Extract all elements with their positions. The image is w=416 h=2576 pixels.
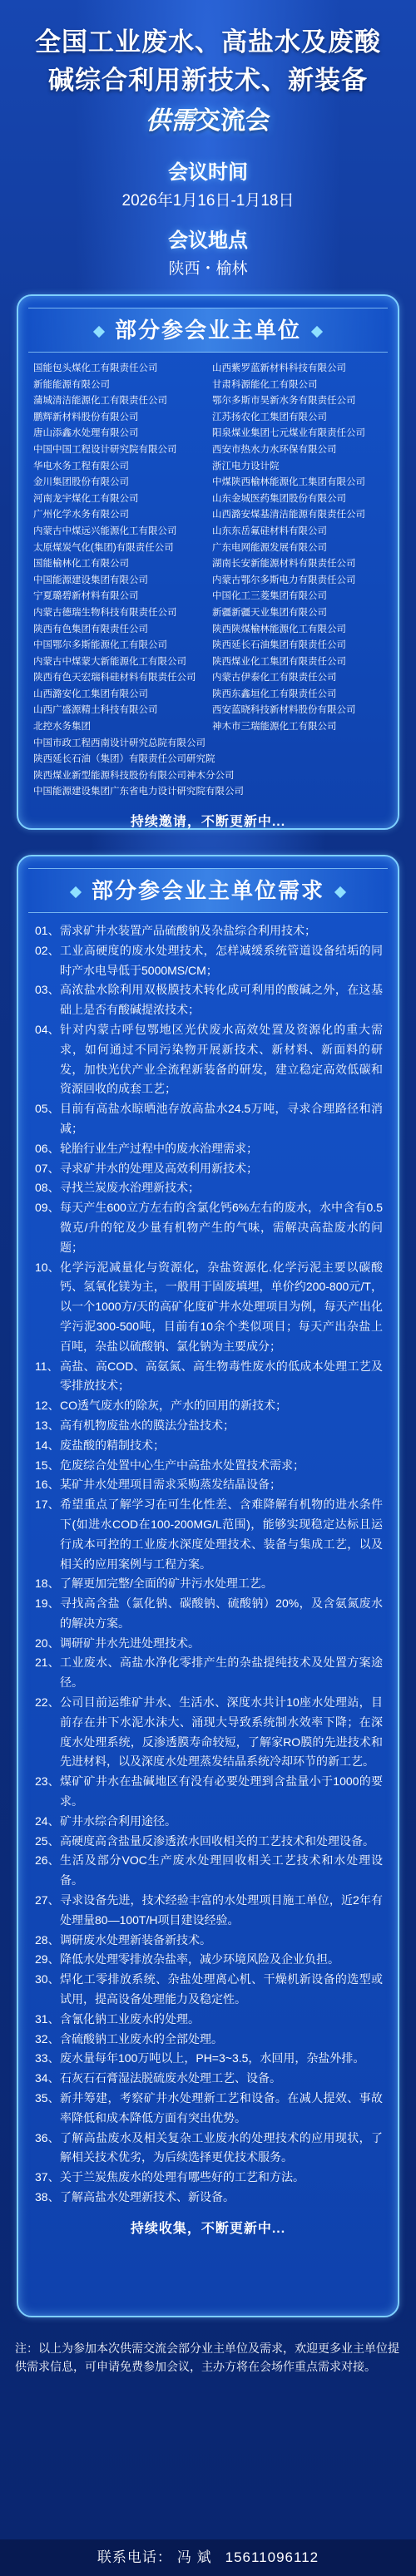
need-number: 28、 bbox=[35, 1932, 60, 1947]
unit-name: 金川集团股份有限公司 bbox=[33, 477, 129, 488]
unit-name: 甘肃科源能化工有限公司 bbox=[212, 379, 318, 390]
unit-name: 唐山添鑫水处理有限公司 bbox=[33, 428, 139, 439]
need-text: 关于兰炭焦废水的处理有哪些好的工艺和方法。 bbox=[60, 2170, 305, 2184]
need-item bbox=[35, 1851, 383, 1891]
need-item bbox=[35, 2129, 383, 2169]
need-item bbox=[35, 1475, 383, 1495]
need-number: 25、 bbox=[35, 1833, 60, 1848]
need-number: 32、 bbox=[35, 2031, 60, 2046]
unit-name: 新能能源有限公司 bbox=[33, 379, 110, 390]
unit-name: 神木市三瑞能源化工有限公司 bbox=[212, 722, 337, 733]
needs-note: 持续收集，不断更新中... bbox=[130, 2221, 286, 2236]
need-number: 21、 bbox=[35, 1656, 60, 1670]
need-text: 高盐、高COD、高氨氮、高生物毒性废水的低成本处理工艺及零排放技术； bbox=[60, 1359, 383, 1393]
need-text: 寻求设备先进，技术经验丰富的水处理项目施工单位，近2年有处理量80—100T/H项目建设经验。 bbox=[60, 1893, 383, 1927]
unit-name: 华电水务工程有限公司 bbox=[33, 461, 129, 471]
need-number: 08、 bbox=[35, 1181, 60, 1195]
need-text: 调研矿井水先进处理技术。 bbox=[60, 1636, 200, 1650]
need-number: 20、 bbox=[35, 1636, 60, 1650]
unit-name: 北控水务集团 bbox=[33, 722, 91, 733]
need-number: 31、 bbox=[35, 2011, 60, 2026]
need-text: 了解高盐水处理新技术、新设备。 bbox=[60, 2190, 235, 2203]
time-value: 2026年1月16日-1月18日 bbox=[121, 192, 295, 210]
unit-name: 浙江电力设计院 bbox=[212, 461, 280, 471]
need-number: 18、 bbox=[35, 1577, 60, 1591]
need-text: 寻找高含盐（氯化钠、碳酸钠、硫酸钠）20%，及含氨氮废水的解决方案。 bbox=[60, 1596, 383, 1630]
need-number: 13、 bbox=[35, 1418, 60, 1432]
need-number: 12、 bbox=[35, 1399, 60, 1413]
need-text: 针对内蒙古呼包鄂地区光伏废水高效处置及资源化的重大需求，如何通过不同污染物开展新技术、新材料、新面料的研发，加快光伏产业全流程新装备的研发，建立稳定高效低碳和资源回收的成套工艺； bbox=[60, 1022, 383, 1096]
needs-panel bbox=[17, 855, 399, 2317]
need-text: 石灰石石膏湿法脱硫废水处理工艺、设备。 bbox=[60, 2071, 281, 2085]
unit-name: 内蒙古鄂尔多斯电力有限责任公司 bbox=[212, 575, 356, 585]
need-text: 危废综合处置中心生产中高盐水处置技术需求； bbox=[60, 1458, 305, 1472]
need-text: 了解高盐废水及相关复杂工业废水的处理技术的应用现状，了解相关技术优劣，为后续选择更优技术服务。 bbox=[60, 2130, 383, 2164]
need-text: 高浓盐水除利用双极膜技术转化成可利用的酸碱之外，在这基础上是否有酸碱提浓技术； bbox=[60, 983, 383, 1017]
unit-name: 广州化学水务有限公司 bbox=[33, 510, 129, 521]
need-text: 废盐酸的精制技术； bbox=[60, 1438, 165, 1452]
unit-name: 山西潞安煤基清洁能源有限责任公司 bbox=[212, 510, 365, 521]
unit-name: 西安市热水力水环保有限公司 bbox=[212, 444, 337, 455]
need-text: 生活及部分VOC生产废水处理回收相关工艺技术和水处理设备。 bbox=[60, 1853, 383, 1888]
unit-name: 中国能源建设集团有限公司 bbox=[33, 575, 148, 585]
need-number: 02、 bbox=[35, 943, 60, 957]
need-item bbox=[35, 1258, 383, 1357]
need-item bbox=[35, 1812, 383, 1832]
unit-name: 陕西陕煤榆林能源化工有限公司 bbox=[212, 624, 346, 634]
need-item bbox=[35, 980, 383, 1020]
contact-name: 冯 斌 bbox=[176, 2549, 212, 2565]
need-item bbox=[35, 2049, 383, 2069]
units-grid bbox=[18, 361, 398, 736]
need-text: 含氰化钠工业废水的处理。 bbox=[60, 2011, 200, 2026]
need-item bbox=[35, 921, 383, 941]
unit-name: 宁夏璐碧新材料有限公司 bbox=[33, 591, 139, 602]
need-text: 废水量每年100万吨以上，PH=3~3.5，水回用，杂盐外排。 bbox=[60, 2051, 365, 2065]
need-number: 38、 bbox=[35, 2190, 60, 2203]
need-number: 16、 bbox=[35, 1478, 60, 1492]
title-line-2: 碱综合利用新技术、新装备 bbox=[48, 66, 368, 96]
unit-name: 太原煤炭气化(集团)有限责任公司 bbox=[33, 542, 174, 553]
unit-name: 国能包头煤化工有限责任公司 bbox=[33, 363, 158, 373]
unit-name: 江苏扬农化工集团有限公司 bbox=[212, 412, 327, 422]
need-item bbox=[35, 1178, 383, 1198]
need-number: 24、 bbox=[35, 1814, 60, 1828]
need-text: 含硫酸钠工业废水的全部处理。 bbox=[60, 2031, 223, 2046]
unit-name: 山西紫罗蓝新材料科技有限公司 bbox=[212, 363, 346, 373]
need-number: 09、 bbox=[35, 1201, 60, 1215]
need-text: 煤矿矿井水在盐碱地区有没有必要处理到含盐量小于1000的要求。 bbox=[60, 1774, 383, 1809]
need-item bbox=[35, 1950, 383, 1970]
need-item bbox=[35, 1891, 383, 1931]
need-text: 高硬度高含盐量反渗透浓水回收相关的工艺技术和处理设备。 bbox=[60, 1833, 374, 1848]
need-item bbox=[35, 1159, 383, 1179]
need-number: 03、 bbox=[35, 983, 60, 997]
need-number: 14、 bbox=[35, 1438, 60, 1452]
unit-name: 中国市政工程西南设计研究总院有限公司 bbox=[33, 738, 206, 748]
need-item bbox=[35, 2030, 383, 2050]
need-number: 07、 bbox=[35, 1161, 60, 1175]
unit-name: 中煤陕西榆林能源化工集团有限公司 bbox=[212, 477, 365, 488]
unit-name: 陕西煤业新型能源科技股份有限公司神木分公司 bbox=[33, 770, 235, 781]
need-number: 35、 bbox=[35, 2091, 60, 2105]
need-number: 06、 bbox=[35, 1141, 60, 1155]
units-panel bbox=[17, 294, 399, 830]
need-text: 轮胎行业生产过程中的废水治理需求； bbox=[60, 1141, 258, 1155]
need-item bbox=[35, 2010, 383, 2030]
need-number: 11、 bbox=[35, 1359, 59, 1373]
unit-name: 湖南长安新能源材料有限责任公司 bbox=[212, 559, 356, 570]
need-text: 工业高硬度的废水处理技术，怎样减缓系统管道设备结垢的同时产水电导低于5000MS/CM； bbox=[60, 943, 383, 977]
header bbox=[0, 0, 416, 283]
unit-name: 陕西有色集团有限责任公司 bbox=[33, 624, 148, 634]
unit-name: 内蒙古伊泰化工有限责任公司 bbox=[212, 673, 337, 683]
need-text: 某矿井水处理项目需求采购蒸发结晶设备； bbox=[60, 1478, 281, 1492]
unit-name: 中国鄂尔多斯能源化工有限公司 bbox=[33, 640, 167, 651]
need-text: 寻求矿井水的处理及高效利用新技术； bbox=[60, 1161, 258, 1175]
units-title: 部分参会业主单位 bbox=[28, 308, 388, 353]
need-text: 高有机物废盐水的膜法分盐技术； bbox=[60, 1418, 235, 1432]
unit-name: 陕西延长石油（集团）有限责任公司研究院 bbox=[33, 754, 215, 765]
unit-name: 内蒙古中煤蒙大新能源化工有限公司 bbox=[33, 656, 186, 667]
need-text: 降低水处理零排放杂盐率，减少环境风险及企业负担。 bbox=[60, 1952, 339, 1967]
unit-name: 内蒙古德瑞生物科技有限责任公司 bbox=[33, 607, 177, 618]
need-item bbox=[35, 1020, 383, 1099]
need-text: 公司目前运维矿井水、生活水、深度水共计10座水处理站，目前存在井下水泥水沫大、涌现大导致系统制水效率下降；在深度水处理系统，反渗透膜寿命较短，了解家RO膜的先进技术和先进材料，以及深度水处理蒸发结晶系统冷却环节的新工艺。 bbox=[60, 1695, 383, 1769]
need-item bbox=[35, 2168, 383, 2188]
subtitle-highlight: 供需 bbox=[146, 106, 196, 136]
need-text: 焊化工零排放系统、杂盐处理离心机、干燥机新设备的选型或试用，提高设备处理能力及稳定性。 bbox=[60, 1972, 383, 2006]
need-item bbox=[35, 2069, 383, 2089]
unit-name: 山西广盛源精土科技有限公司 bbox=[33, 705, 158, 716]
need-number: 04、 bbox=[35, 1022, 60, 1036]
need-text: 需求矿井水装置产品硫酸钠及杂盐综合利用技术； bbox=[60, 924, 316, 937]
need-item bbox=[35, 1198, 383, 1257]
need-item bbox=[35, 1396, 383, 1416]
need-item bbox=[35, 1574, 383, 1594]
need-text: 希望重点了解学习在可生化性差、含难降解有机物的进水条件下(如进水COD在100-200MG/L范围)，能够实现稳定达标且运行成本可控的工业废水深度处理技术、装备与集成工艺，以及相关的应用案例与工程方案。 bbox=[60, 1498, 383, 1571]
subtitle-rest: 交流会 bbox=[196, 106, 270, 136]
unit-name: 陕西煤业化工集团有限责任公司 bbox=[212, 656, 346, 667]
subtitle bbox=[0, 103, 416, 140]
main-title bbox=[12, 23, 404, 100]
need-item bbox=[35, 1693, 383, 1772]
unit-name: 西安蓝晓科技新材料股份有限公司 bbox=[212, 705, 356, 716]
unit-name: 国能榆林化工有限公司 bbox=[33, 559, 129, 570]
need-item bbox=[35, 1772, 383, 1812]
needs-list bbox=[18, 921, 398, 2208]
need-number: 30、 bbox=[35, 1972, 60, 1986]
need-number: 19、 bbox=[35, 1596, 60, 1611]
need-text: 工业废水、高盐水净化零排产生的杂盐提纯技术及处置方案途径。 bbox=[60, 1656, 383, 1690]
need-number: 26、 bbox=[35, 1853, 60, 1868]
need-item bbox=[35, 1416, 383, 1436]
need-text: 化学污泥减量化与资源化，杂盐资源化.化学污泥主要以碳酸钙、氢氧化镁为主，一般用于固废填埋，单价约200-800元/T，以一个1000方/天的高矿化度矿井水处理项目为例，每天产出化学污泥300-500吨，目前有10余个类似项目；每天产出杂盐上百吨，杂盐以硫酸钠、氯化钠为主要成分； bbox=[60, 1260, 383, 1353]
footer-note: 注：以上为参加本次供需交流会部分业主单位及需求，欢迎更多业主单位提供需求信息，可申请免费参加会议，主办方将在会场作重点需求对接。 bbox=[15, 2342, 399, 2373]
need-text: 新井筹建，考察矿井水处理新工艺和设备。在减人提效、事故率降低和成本降低方面有突出优势。 bbox=[60, 2091, 383, 2124]
unit-name: 中国能源建设集团广东省电力设计研究院有限公司 bbox=[33, 787, 244, 797]
need-number: 29、 bbox=[35, 1952, 60, 1967]
need-item bbox=[35, 1970, 383, 2010]
unit-name: 中国中国工程设计研究院有限公司 bbox=[33, 444, 177, 455]
contact-phone[interactable]: 15611096112 bbox=[225, 2549, 319, 2565]
need-number: 33、 bbox=[35, 2051, 60, 2065]
unit-name: 鹏辉新材料股份有限公司 bbox=[33, 412, 139, 422]
need-item bbox=[35, 1099, 383, 1139]
need-item bbox=[35, 1139, 383, 1159]
unit-name: 山东东岳氟硅材料有限公司 bbox=[212, 526, 327, 536]
unit-name: 山东金城医药集团股份有限公司 bbox=[212, 493, 346, 504]
unit-name: 中国化工三菱集团有限公司 bbox=[212, 591, 327, 602]
need-text: 调研废水处理新装备新技术。 bbox=[60, 1932, 211, 1947]
need-item bbox=[35, 1495, 383, 1574]
need-item bbox=[35, 1436, 383, 1456]
unit-name: 阳泉煤业集团七元煤业有限责任公司 bbox=[212, 428, 365, 439]
unit-name: 陕西东鑫垣化工有限责任公司 bbox=[212, 688, 337, 699]
need-item bbox=[35, 2089, 383, 2129]
need-item bbox=[35, 1634, 383, 1654]
need-number: 23、 bbox=[35, 1774, 60, 1789]
need-number: 27、 bbox=[35, 1893, 60, 1907]
need-number: 10、 bbox=[35, 1260, 60, 1274]
time-heading: 会议时间 bbox=[168, 161, 248, 184]
need-item bbox=[35, 1357, 383, 1397]
unit-name: 内蒙古中煤远兴能源化工有限公司 bbox=[33, 526, 177, 536]
need-item bbox=[35, 941, 383, 981]
unit-name: 陕西延长石油集团有限责任公司 bbox=[212, 640, 346, 651]
need-item bbox=[35, 1456, 383, 1476]
meeting-info bbox=[0, 158, 416, 283]
need-number: 34、 bbox=[35, 2071, 60, 2085]
units-singles bbox=[18, 736, 398, 801]
need-item bbox=[35, 1653, 383, 1693]
need-number: 01、 bbox=[35, 924, 60, 937]
need-text: 目前有高盐水晾晒池存放高盐水24.5万吨，寻求合理路径和消减； bbox=[60, 1102, 383, 1135]
contact-label: 联系电话： bbox=[97, 2549, 172, 2565]
need-text: 矿井水综合利用途径。 bbox=[60, 1814, 176, 1828]
contact-bar bbox=[0, 2539, 416, 2576]
units-note: 持续邀请，不断更新中... bbox=[130, 815, 286, 830]
need-item bbox=[35, 1832, 383, 1852]
need-item bbox=[35, 1931, 383, 1951]
need-number: 15、 bbox=[35, 1458, 60, 1472]
need-number: 05、 bbox=[35, 1102, 60, 1116]
need-item bbox=[35, 1594, 383, 1634]
title-line-1: 全国工业废水、高盐水及废酸 bbox=[35, 27, 381, 57]
unit-name: 陕西有色天宏瑞科硅材料有限责任公司 bbox=[33, 673, 196, 683]
need-number: 22、 bbox=[35, 1695, 60, 1710]
unit-name: 河南龙宇煤化工有限公司 bbox=[33, 493, 139, 504]
need-text: 了解更加完整/全面的矿井污水处理工艺。 bbox=[60, 1577, 273, 1591]
need-number: 37、 bbox=[35, 2170, 60, 2184]
unit-name: 蒲城清洁能源化工有限责任公司 bbox=[33, 396, 167, 407]
needs-title: 部分参会业主单位需求 bbox=[28, 868, 388, 913]
unit-name: 新疆新疆天业集团有限公司 bbox=[212, 607, 327, 618]
need-item bbox=[35, 2188, 383, 2208]
need-text: 寻找兰炭废水治理新技术； bbox=[60, 1181, 200, 1195]
unit-name: 广东电网能源发展有限公司 bbox=[212, 542, 327, 553]
need-number: 36、 bbox=[35, 2130, 60, 2144]
unit-name: 鄂尔多斯市昊新水务有限责任公司 bbox=[212, 396, 356, 407]
need-text: CO透气废水的除灰，产水的回用的新技术； bbox=[60, 1399, 287, 1413]
need-number: 17、 bbox=[35, 1498, 60, 1512]
unit-name: 山西潞安化工集团有限公司 bbox=[33, 688, 148, 699]
place-value: 陕西・榆林 bbox=[168, 260, 248, 278]
place-heading: 会议地点 bbox=[168, 229, 248, 252]
need-text: 每天产生600立方左右的含氯化钙6%左右的废水，水中含有0.5微克/升的铊及少量有机物产生的气味，需解决高盐废水的问题； bbox=[60, 1201, 383, 1254]
